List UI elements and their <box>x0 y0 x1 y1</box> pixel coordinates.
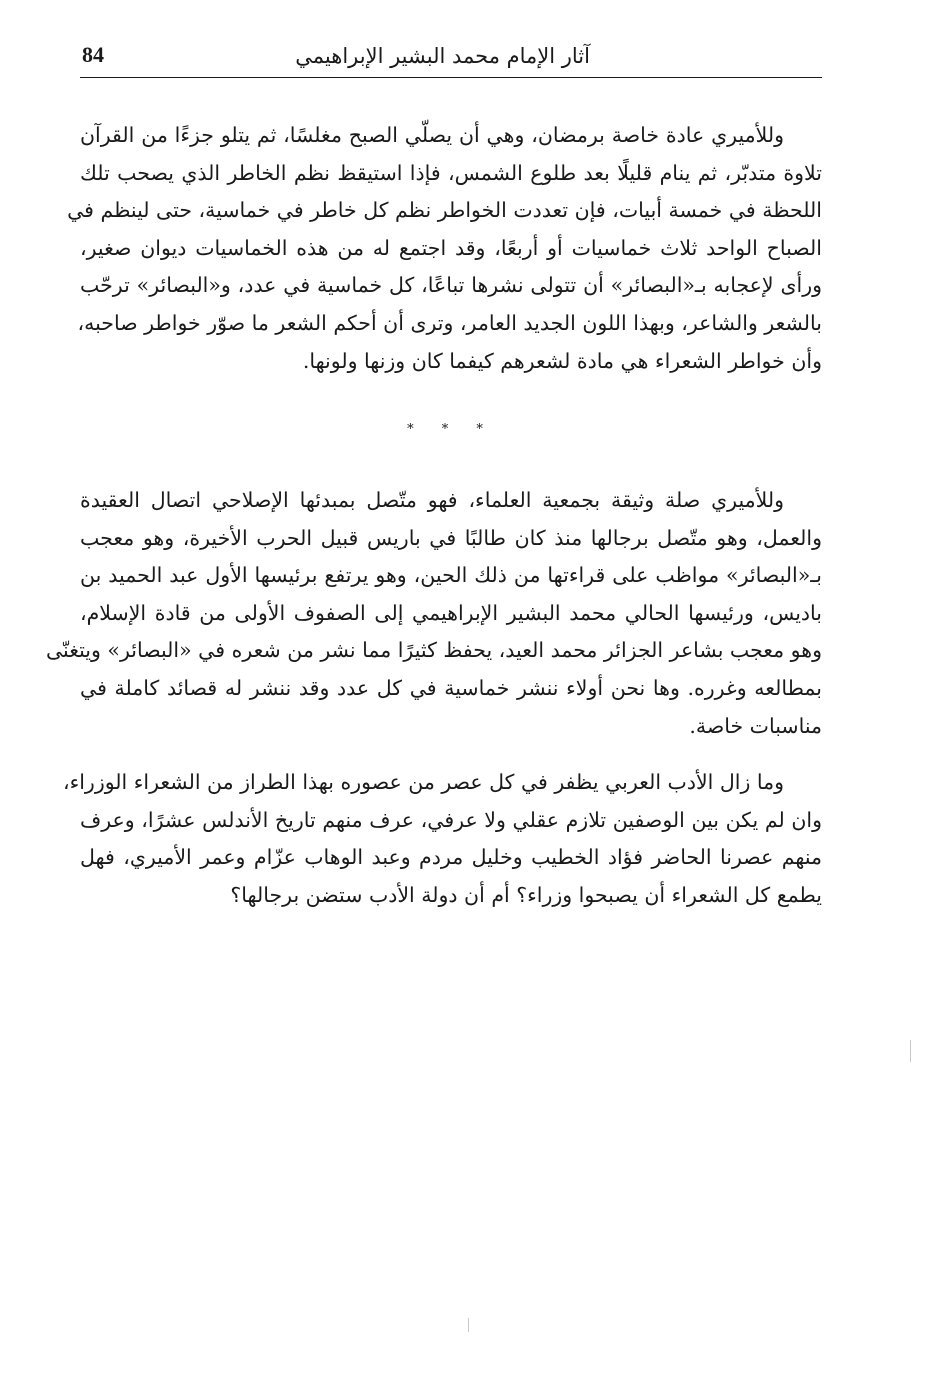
page-number: 84 <box>82 42 104 67</box>
paragraph-line: وان لم يكن بين الوصفين تلازم عقلي ولا عرفي، عرف منهم تاريخ الأندلس عشرًا، وعرف <box>80 807 822 832</box>
paragraph-line: مناسبات خاصة. <box>689 713 822 738</box>
paragraph-line: ورأى لإعجابه بـ«البصائر» أن تتولى نشرها تباعًا، كل خماسية في عدد، و«البصائر» ترحّب <box>80 273 822 298</box>
paragraph-3 <box>62 764 822 914</box>
paragraph-line: منهم عصرنا الحاضر فؤاد الخطيب وخليل مردم وعبد الوهاب عزّام وعمر الأميري، فهل <box>80 845 822 870</box>
paragraph-line: باديس، ورئيسها الحالي محمد البشير الإبراهيمي إلى الصفوف الأولى من قادة الإسلام، <box>80 600 822 625</box>
paragraph-line: والعمل، وهو متّصل برجالها منذ كان طالبًا في باريس قبيل الحرب الأخيرة، وهو معجب <box>80 525 822 550</box>
paragraph-line: وهو معجب بشاعر الجزائر محمد العيد، يحفظ كثيرًا مما نشر من شعره في «البصائر» ويتغنّى <box>45 638 822 663</box>
paragraph-line: بالشعر والشاعر، وبهذا اللون الجديد العامر، وترى أن أحكم الشعر ما صوّر خواطر صاحبه، <box>77 310 822 335</box>
section-separator: * * * <box>407 422 495 437</box>
paragraph-line: بـ«البصائر» مواظب على قراءتها من ذلك الحين، وهو يرتفع برئيسها الأول عبد الحميد بن <box>80 563 822 588</box>
scan-mark <box>910 1040 911 1062</box>
paragraph-line: وللأميري صلة وثيقة بجمعية العلماء، فهو متّصل بمبدئها الإصلاحي اتصال العقيدة <box>80 488 784 512</box>
paragraph-1 <box>67 117 822 380</box>
paragraph-line: وأن خواطر الشعراء هي مادة لشعرهم كيفما كان وزنها ولونها. <box>302 348 822 373</box>
paragraph-line: الصباح الواحد ثلاث خماسيات أو أربعًا، وقد اجتمع له من هذه الخماسيات ديوان صغير، <box>80 235 822 260</box>
paragraph-2 <box>45 482 822 745</box>
running-title: آثار الإمام محمد البشير الإبراهيمي <box>295 44 590 68</box>
paragraph-line: وللأميري عادة خاصة برمضان، وهي أن يصلّي الصبح مغلسًا، ثم يتلو جزءًا من القرآن <box>80 123 784 147</box>
scan-mark <box>468 1318 469 1332</box>
page-header <box>80 38 822 78</box>
paragraph-line: اللحظة في خمسة أبيات، فإن تعددت الخواطر نظم كل خاطر في خماسية، حتى لينظم في <box>67 198 822 223</box>
paragraph-line: وما زال الأدب العربي يظفر في كل عصر من عصوره بهذا الطراز من الشعراء الوزراء، <box>62 770 784 794</box>
paragraph-line: بمطالعه وغرره. وها نحن أولاء ننشر خماسية في كل عدد وقد ننشر له قصائد كاملة في <box>80 675 822 700</box>
header-rule <box>80 77 822 78</box>
paragraph-line: يطمع كل الشعراء أن يصبحوا وزراء؟ أم أن دولة الأدب ستضن برجالها؟ <box>230 882 822 907</box>
paragraph-line: تلاوة متدبّر، ثم ينام قليلًا بعد طلوع الشمس، فإذا استيقظ نظم الخاطر الذي يصحب تلك <box>80 160 822 185</box>
